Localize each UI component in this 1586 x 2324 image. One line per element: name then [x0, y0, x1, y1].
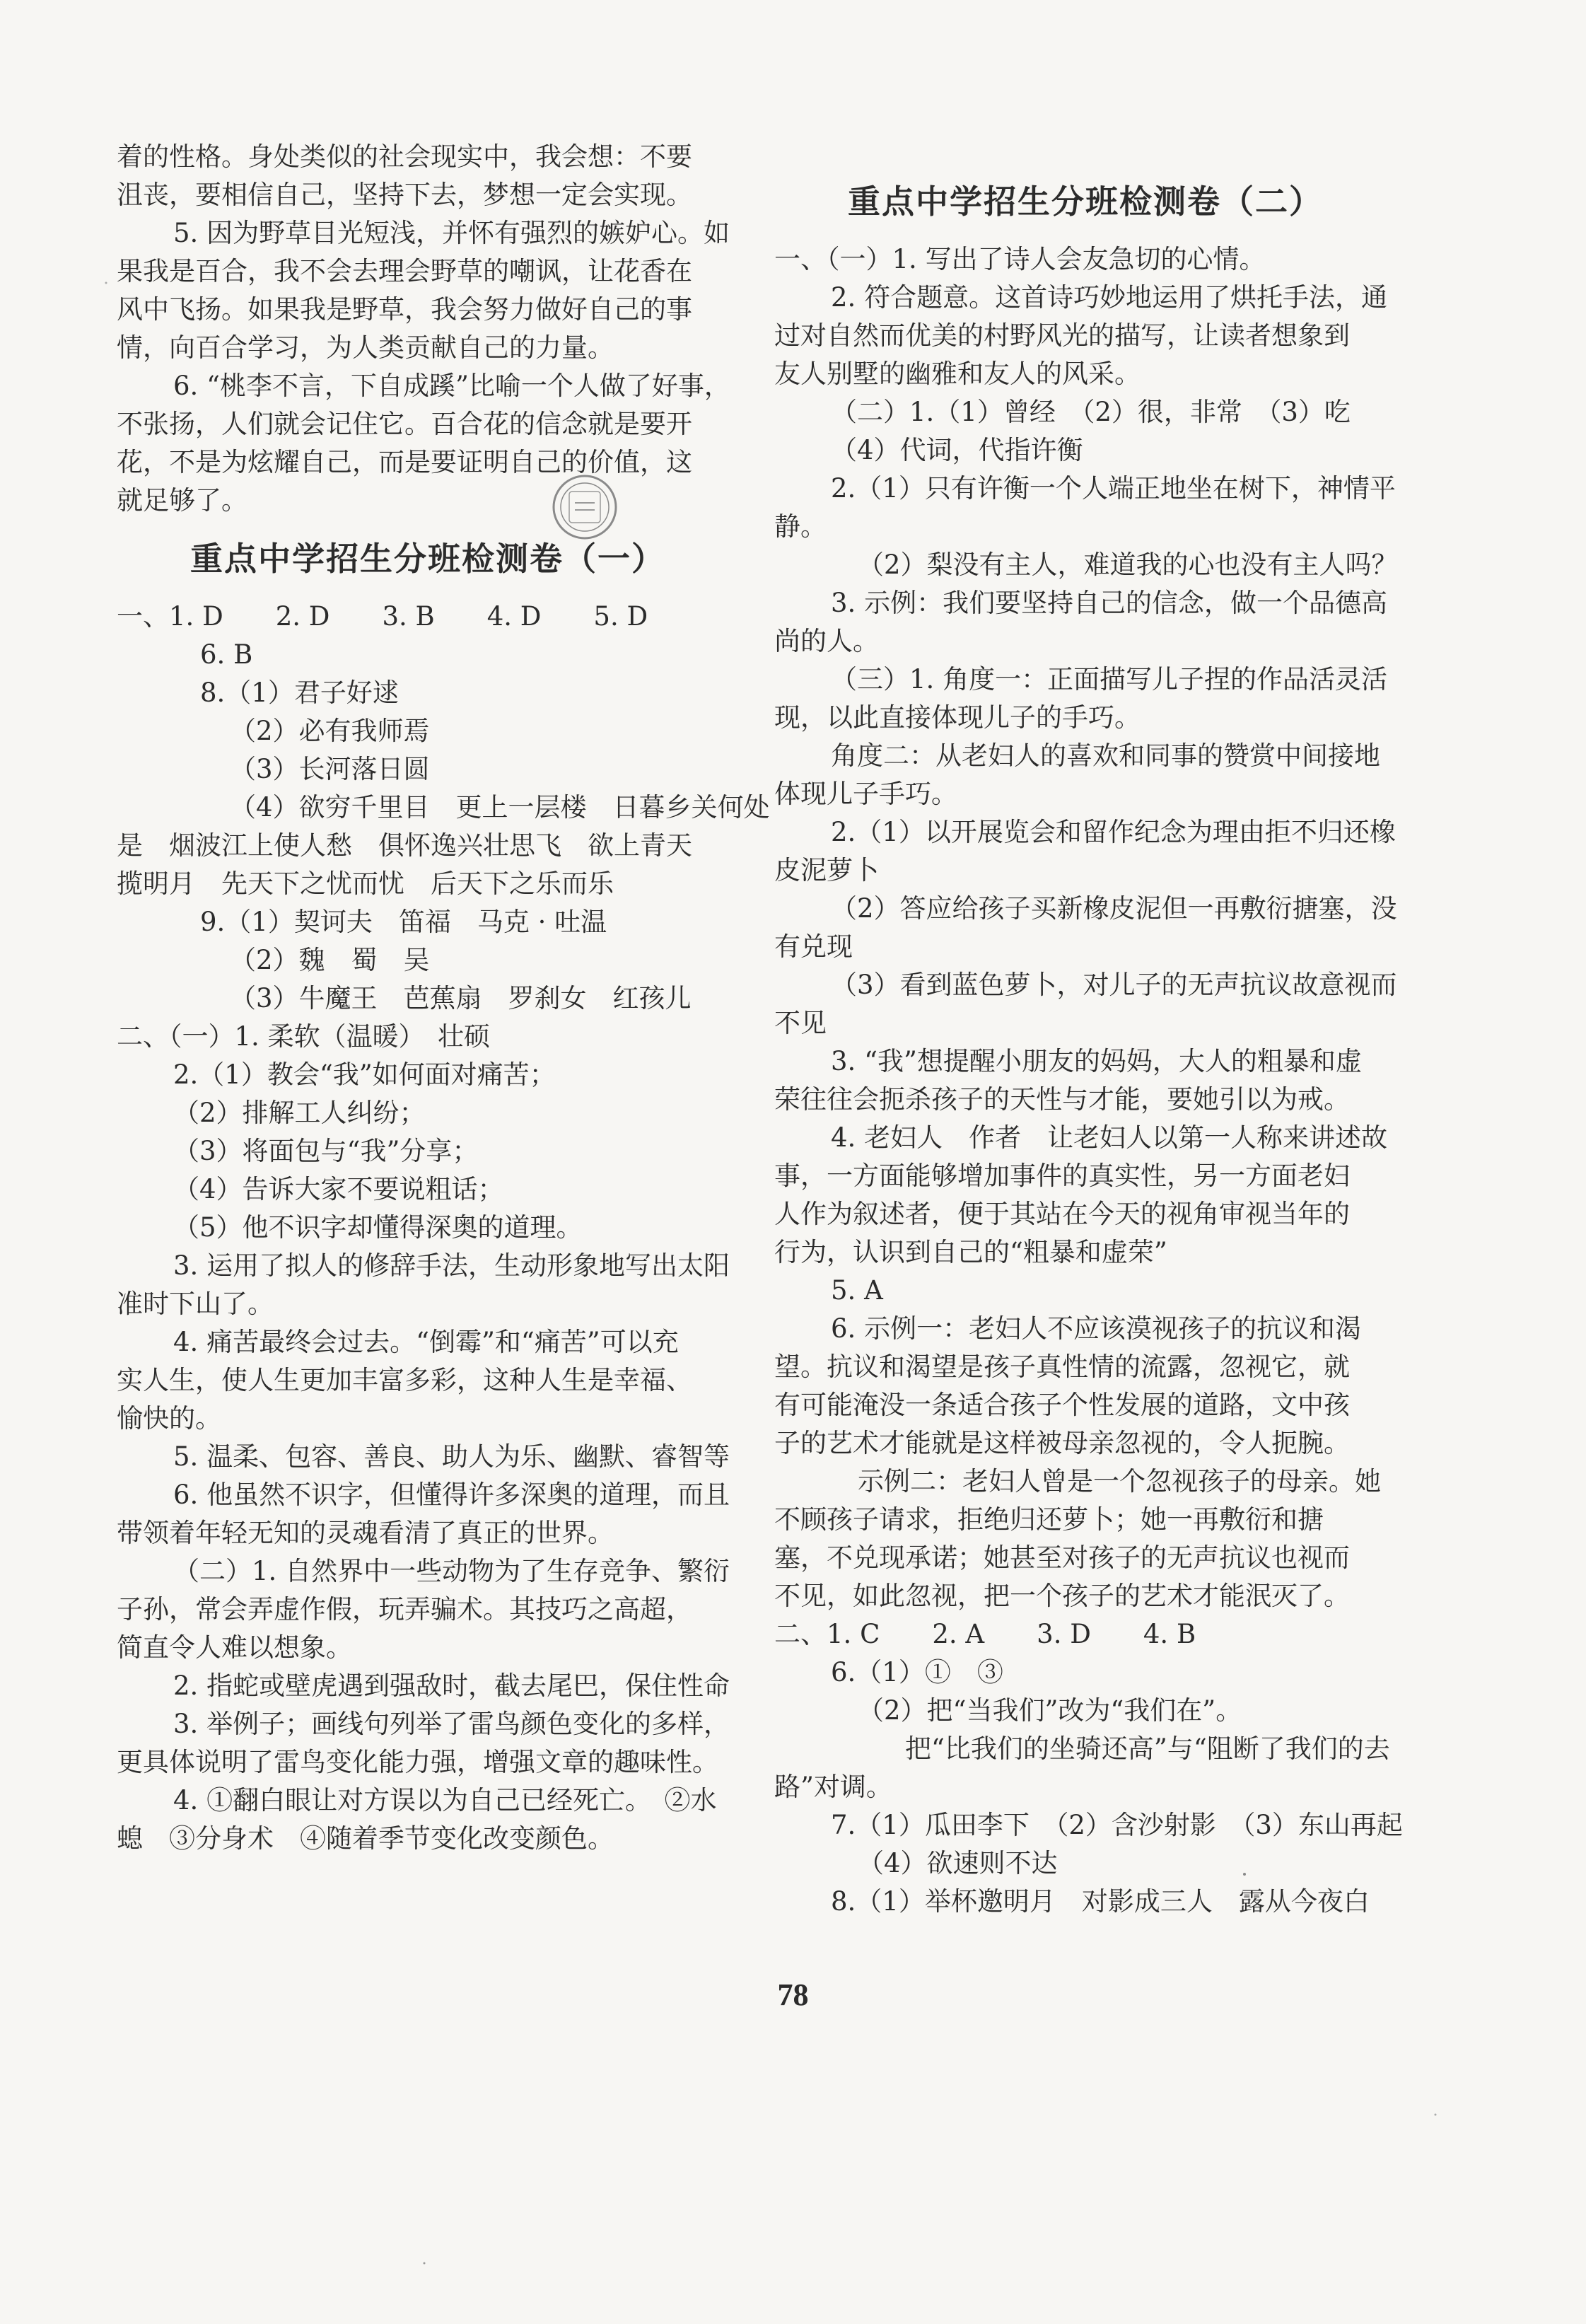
answer-line: 4. ①翻白眼让对方误以为自己已经死亡。 ②水	[173, 1785, 717, 1815]
answer-line: 9.（1）契诃夫 笛福 马克 · 吐温	[200, 907, 607, 937]
answer-line: 静。	[774, 511, 827, 542]
answer-line: 2.（1）只有许衡一个人端正地坐在树下，神情平	[831, 473, 1396, 504]
answer-line: 二、（一）1. 柔软（温暖） 壮硕	[117, 1021, 491, 1052]
answer-line: 揽明月 先天下之忧而忧 后天下之乐而乐	[117, 868, 614, 899]
answer-line: （3）长河落日圆	[230, 754, 430, 784]
right-column	[774, 138, 1403, 1921]
answer-line: （2）把“当我们”改为“我们在”。	[858, 1695, 1242, 1726]
answer-line: 3. 举例子；画线句列举了雷鸟颜色变化的多样，	[173, 1709, 730, 1739]
answer-line: 过对自然而优美的村野风光的描写，让读者想象到	[774, 320, 1350, 351]
answer-line: 2. 符合题意。这首诗巧妙地运用了烘托手法，通	[831, 282, 1388, 313]
answer-line: 6. 他虽然不识字，但懂得许多深奥的道理，而且	[173, 1480, 730, 1510]
answer-line: 友人别墅的幽雅和友人的风采。	[774, 359, 1141, 389]
answer-line: 有兑现	[774, 931, 853, 962]
answer-line: 愉快的。	[117, 1403, 221, 1434]
answer-line: 荣往往会扼杀孩子的天性与才能，要她引以为戒。	[774, 1084, 1350, 1115]
answer-line: 6. 示例一：老妇人不应该漠视孩子的抗议和渴	[831, 1313, 1362, 1344]
answer-line: 角度二：从老妇人的喜欢和同事的赞赏中间接地	[831, 740, 1380, 771]
answer-line: 一、（一）1. 写出了诗人会友急切的心情。	[774, 244, 1266, 274]
answer-line: 7.（1）瓜田李下 （2）含沙射影 （3）东山再起	[831, 1810, 1403, 1840]
text-line: 5. 因为野草目光短浅，并怀有强烈的嫉妒心。如	[173, 218, 730, 248]
text-line: 果我是百合，我不会去理会野草的嘲讽，让花香在	[117, 256, 692, 286]
answer-line: 6.（1）① ③	[831, 1657, 1003, 1687]
answer-line: （3）牛魔王 芭蕉扇 罗刹女 红孩儿	[230, 983, 692, 1013]
text-line: 沮丧，要相信自己，坚持下去，梦想一定会实现。	[117, 180, 692, 210]
text-line: 花，不是为炫耀自己，而是要证明自己的价值，这	[117, 447, 692, 477]
answer-line: 行为，认识到自己的“粗暴和虚荣”	[774, 1237, 1167, 1267]
answer-line: 尚的人。	[774, 626, 879, 656]
answer-line: 示例二：老妇人曾是一个忽视孩子的母亲。她	[858, 1466, 1381, 1497]
answer-line: 子孙，常会弄虚作假，玩弄骗术。其技巧之高超，	[117, 1594, 692, 1625]
answer-line: （二）1. 自然界中一些动物为了生存竞争、繁衍	[173, 1556, 730, 1586]
answer-line: 简直令人难以想象。	[117, 1632, 352, 1663]
answer-line: 更具体说明了雷鸟变化能力强，增强文章的趣味性。	[117, 1747, 718, 1777]
answer-line: 3. “我”想提醒小朋友的妈妈，大人的粗暴和虚	[831, 1046, 1362, 1076]
answer-line: （4）欲穷千里目 更上一层楼 日暮乡关何处	[230, 792, 770, 823]
left-column	[117, 138, 770, 1858]
answer-line: 现，以此直接体现儿子的手巧。	[774, 702, 1141, 733]
text-line: 6. “桃李不言，下自成蹊”比喻一个人做了好事，	[173, 371, 730, 401]
answer-line: （3）看到蓝色萝卜，对儿子的无声抗议故意视而	[831, 970, 1397, 1000]
answer-line: 2. 指蛇或壁虎遇到强敌时，截去尾巴，保住性命	[173, 1671, 730, 1701]
answer-line: 望。抗议和渴望是孩子真性情的流露，忽视它，就	[774, 1352, 1350, 1382]
answer-line: 4. 老妇人 作者 让老妇人以第一人称来讲述故	[831, 1122, 1388, 1153]
text-line: 情，向百合学习，为人类贡献自己的力量。	[117, 332, 614, 363]
section-title-2: 重点中学招生分班检测卷（二）	[848, 182, 1323, 221]
answer-line: （3）将面包与“我”分享；	[173, 1136, 479, 1166]
answer-line: （2）答应给孩子买新橡皮泥但一再敷衍搪塞，没	[831, 893, 1397, 924]
answer-line: （2）魏 蜀 吴	[230, 945, 430, 975]
text-line: 着的性格。身处类似的社会现实中，我会想：不要	[117, 141, 692, 172]
answer-line: 螅 ③分身术 ④随着季节变化改变颜色。	[117, 1823, 614, 1854]
answer-line: 塞，不兑现承诺；她甚至对孩子的无声抗议也视而	[774, 1542, 1350, 1573]
answer-line: （三）1. 角度一：正面描写儿子捏的作品活灵活	[831, 664, 1388, 695]
answer-line: 二、1. C 2. A 3. D 4. B	[774, 1619, 1196, 1649]
answer-line: 5. 温柔、包容、善良、助人为乐、幽默、睿智等	[173, 1441, 730, 1472]
answer-line: （4）代词，代指许衡	[831, 435, 1083, 465]
answer-line: 4. 痛苦最终会过去。“倒霉”和“痛苦”可以充	[173, 1327, 679, 1357]
answer-line: 把“比我们的坐骑还高”与“阻断了我们的去	[905, 1733, 1390, 1764]
answer-line: 一、1. D 2. D 3. B 4. D 5. D	[117, 601, 648, 632]
text-line: 不张扬，人们就会记住它。百合花的信念就是要开	[117, 409, 692, 439]
page-number: 78	[777, 1977, 809, 2012]
answer-line: 准时下山了。	[117, 1289, 274, 1319]
answer-line: （2）梨没有主人，难道我的心也没有主人吗？	[858, 550, 1398, 580]
answer-line: 不见	[774, 1008, 827, 1038]
answer-line: 不见，如此忽视，把一个孩子的艺术才能泯灭了。	[774, 1581, 1350, 1611]
section-title-1: 重点中学招生分班检测卷（一）	[190, 540, 665, 578]
answer-line: 3. 示例：我们要坚持自己的信念，做一个品德高	[831, 588, 1388, 618]
answer-line: 实人生，使人生更加丰富多彩，这种人生是幸福、	[117, 1365, 692, 1395]
answer-line: 2.（1）教会“我”如何面对痛苦；	[173, 1059, 556, 1090]
answer-line: （2）必有我师焉	[230, 716, 430, 746]
stamp-logo	[548, 470, 622, 545]
answer-line: 皮泥萝卜	[774, 855, 879, 885]
answer-line: 不顾孩子请求，拒绝归还萝卜；她一再敷衍和搪	[774, 1504, 1324, 1535]
answer-line: 8.（1）君子好逑	[200, 678, 399, 708]
answer-line: 带领着年轻无知的灵魂看清了真正的世界。	[117, 1518, 614, 1548]
answer-line: 5. A	[831, 1275, 883, 1306]
answer-line: （2）排解工人纠纷；	[173, 1098, 426, 1128]
answer-line: 路”对调。	[774, 1772, 892, 1802]
answer-line: 3. 运用了拟人的修辞手法，生动形象地写出太阳	[173, 1250, 730, 1281]
answer-line: 是 烟波江上使人愁 俱怀逸兴壮思飞 欲上青天	[117, 830, 692, 861]
answer-line: 6. B	[200, 639, 253, 670]
answer-line: 有可能淹没一条适合孩子个性发展的道路，文中孩	[774, 1390, 1350, 1420]
answer-line: 人作为叙述者，便于其站在今天的视角审视当年的	[774, 1199, 1350, 1229]
answer-line: （4）告诉大家不要说粗话；	[173, 1174, 504, 1204]
answer-line: （4）欲速则不达	[858, 1848, 1058, 1878]
answer-line: 事，一方面能够增加事件的真实性，另一方面老妇	[774, 1161, 1350, 1191]
answer-line: 子的艺术才能就是这样被母亲忽视的，令人扼腕。	[774, 1428, 1350, 1458]
answer-line: （5）他不识字却懂得深奥的道理。	[173, 1212, 583, 1243]
text-line: 就足够了。	[117, 485, 247, 516]
answer-line: 体现儿子手巧。	[774, 779, 957, 809]
answer-line: 8.（1）举杯邀明月 对影成三人 露从今夜白	[831, 1886, 1370, 1917]
answer-line: 2.（1）以开展览会和留作纪念为理由拒不归还橡	[831, 817, 1396, 847]
text-line: 风中飞扬。如果我是野草，我会努力做好自己的事	[117, 294, 692, 325]
answer-line: （二）1.（1）曾经 （2）很，非常 （3）吃	[831, 397, 1351, 427]
